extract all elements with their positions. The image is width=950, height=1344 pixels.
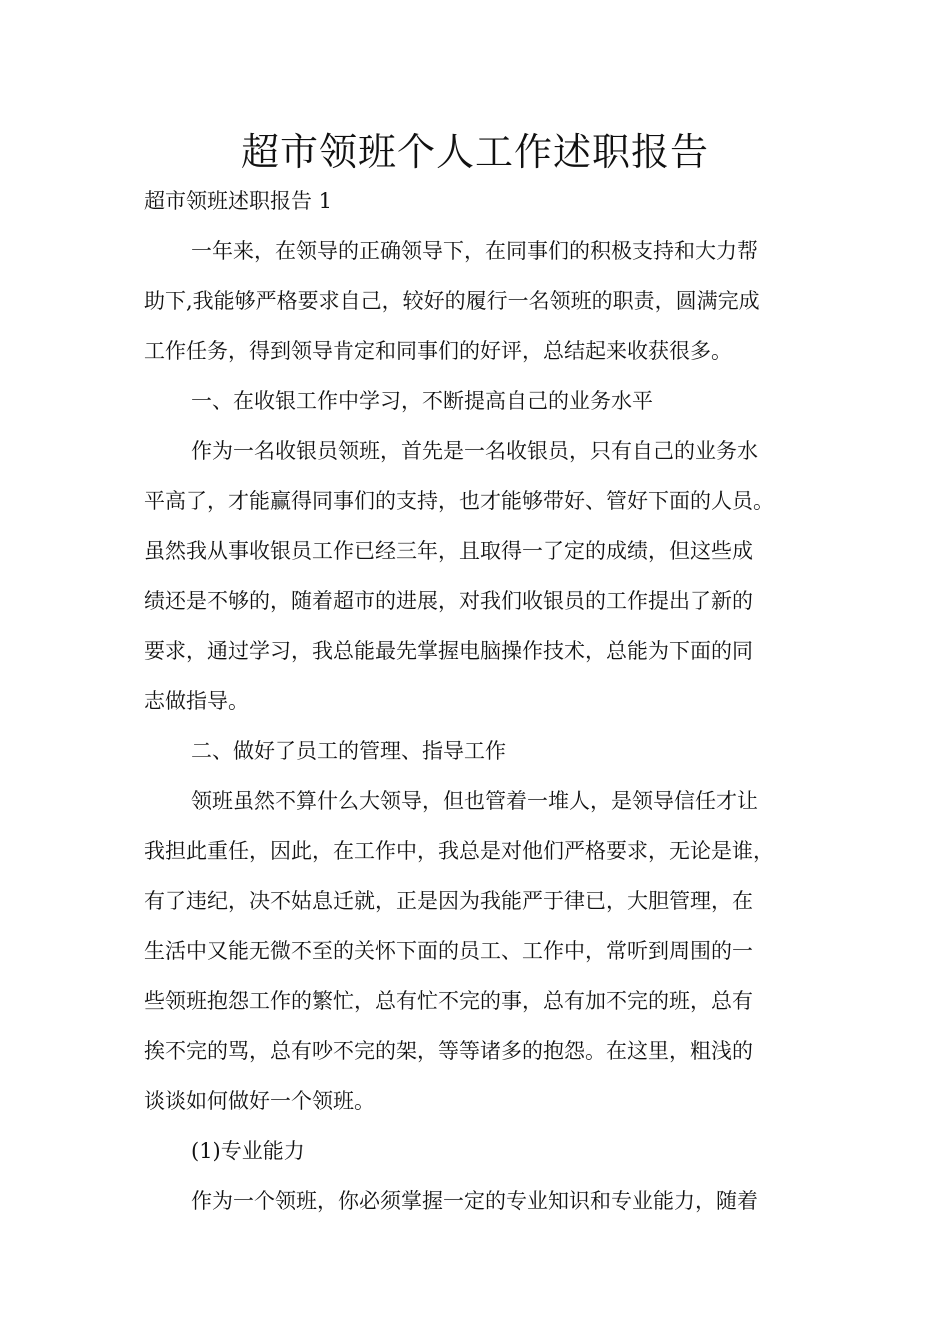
document-title: 超市领班个人工作述职报告 [240,130,709,174]
subsection-heading: (1)专业能力 [191,1139,305,1163]
paragraph-line: 我担此重任，因此，在工作中，我总是对他们严格要求，无论是谁， [144,839,774,863]
paragraph-line: 有了违纪，决不姑息迁就，正是因为我能严于律已，大胆管理，在 [144,889,753,913]
paragraph-line: 助下,我能够严格要求自己，较好的履行一名领班的职责，圆满完成 [144,289,760,313]
paragraph-line: 生活中又能无微不至的关怀下面的员工、工作中，常听到周围的一 [144,939,753,963]
paragraph-line: 平高了，才能赢得同事们的支持，也才能够带好、管好下面的人员。 [144,489,774,513]
paragraph-line: 志做指导。 [144,689,249,713]
paragraph-line: 工作任务，得到领导肯定和同事们的好评，总结起来收获很多。 [144,339,732,363]
document-subtitle: 超市领班述职报告 1 [144,189,333,213]
paragraph-line: 挨不完的骂，总有吵不完的架，等等诸多的抱怨。在这里，粗浅的 [144,1039,753,1063]
paragraph-line: 些领班抱怨工作的繁忙，总有忙不完的事，总有加不完的班，总有 [144,989,753,1013]
paragraph-line: 要求，通过学习，我总能最先掌握电脑操作技术，总能为下面的同 [144,639,753,663]
paragraph-line: 谈谈如何做好一个领班。 [144,1089,375,1113]
paragraph-line: 作为一名收银员领班，首先是一名收银员，只有自己的业务水 [191,439,758,463]
section-heading: 二、做好了员工的管理、指导工作 [191,739,506,763]
section-heading: 一、在收银工作中学习，不断提高自己的业务水平 [191,389,653,413]
paragraph-line: 作为一个领班，你必须掌握一定的专业知识和专业能力，随着 [191,1189,758,1213]
paragraph-line: 虽然我从事收银员工作已经三年，且取得一了定的成绩，但这些成 [144,539,753,563]
paragraph-line: 一年来，在领导的正确领导下，在同事们的积极支持和大力帮 [191,239,758,263]
paragraph-line: 领班虽然不算什么大领导，但也管着一堆人，是领导信任才让 [191,789,758,813]
paragraph-line: 绩还是不够的，随着超市的进展，对我们收银员的工作提出了新的 [144,589,753,613]
